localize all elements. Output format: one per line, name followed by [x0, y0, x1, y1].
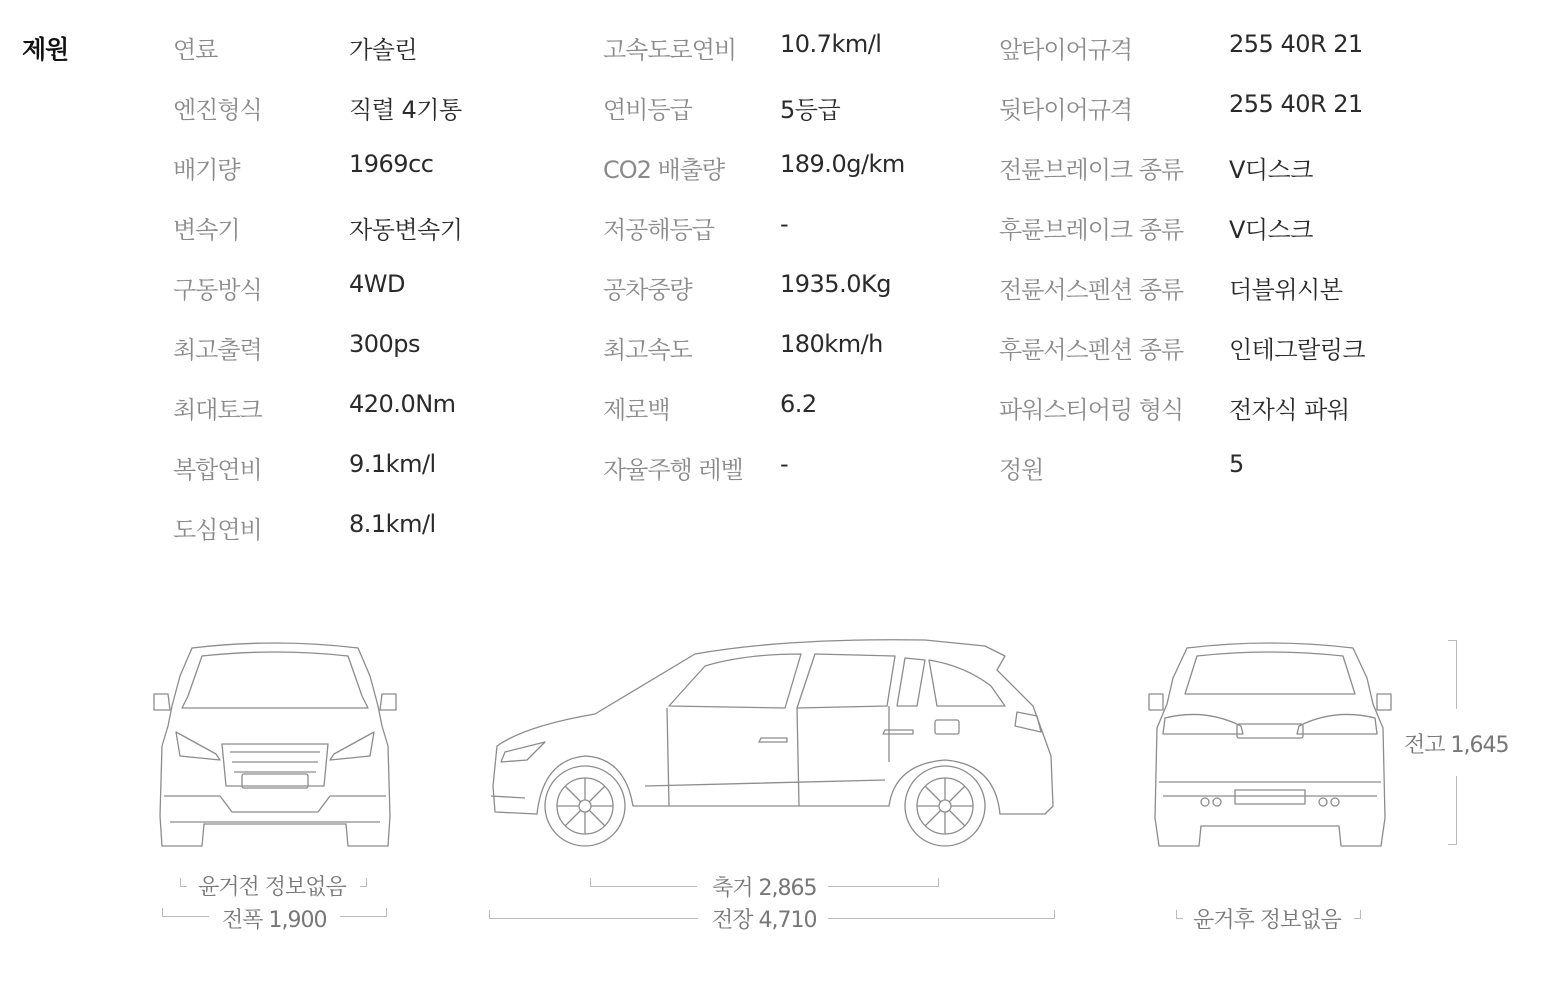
spec-label: 전륜서스펜션 종류 — [999, 276, 1184, 304]
spec-row-autonomy-level — [603, 450, 905, 510]
length-line-left — [489, 910, 698, 919]
spec-value: 인테그랄링크 — [1229, 336, 1366, 364]
spec-value: 1969cc — [349, 150, 434, 178]
wheelbase-label: 축거 2,865 — [712, 876, 817, 901]
length-line-right — [828, 910, 1055, 919]
spec-row-power-steering — [999, 390, 1365, 450]
spec-row-displacement — [173, 150, 462, 210]
spec-value: 직렬 4기통 — [349, 96, 462, 124]
spec-row-front-tire — [999, 30, 1365, 90]
spec-column-2 — [603, 30, 905, 510]
spec-label: 최대토크 — [173, 396, 262, 424]
spec-row-seating-capacity — [999, 450, 1365, 510]
spec-value: 가솔린 — [349, 36, 418, 64]
front-tread-bracket-right — [360, 878, 367, 887]
length-label: 전장 4,710 — [712, 908, 817, 933]
spec-value: 더블위시본 — [1229, 276, 1343, 304]
spec-row-curb-weight — [603, 270, 905, 330]
spec-row-combined-efficiency — [173, 450, 462, 510]
spec-label: 뒷타이어규격 — [999, 96, 1133, 124]
height-label: 전고 1,645 — [1404, 733, 1509, 758]
spec-value: 189.0g/km — [780, 150, 905, 178]
spec-row-front-brake — [999, 150, 1365, 210]
section-title: 제원 — [22, 35, 69, 64]
spec-value: 5등급 — [780, 96, 841, 124]
spec-label: 복합연비 — [173, 456, 262, 484]
rear-tread-label: 윤거후 정보없음 — [1193, 908, 1341, 933]
spec-value: V디스크 — [1229, 156, 1313, 184]
spec-value: 4WD — [349, 270, 405, 298]
spec-label: 엔진형식 — [173, 96, 262, 124]
spec-value: 255 40R 21 — [1229, 30, 1363, 58]
rear-tread-bracket-left — [1176, 910, 1183, 919]
width-label: 전폭 1,900 — [222, 908, 327, 933]
spec-label: 저공해등급 — [603, 216, 714, 244]
width-line-right — [340, 908, 387, 917]
spec-row-transmission — [173, 210, 462, 270]
spec-label: 정원 — [999, 456, 1044, 484]
spec-value: 10.7km/l — [780, 30, 882, 58]
spec-value: 전자식 파워 — [1229, 396, 1350, 424]
spec-value: - — [780, 210, 789, 238]
spec-label: 최고출력 — [173, 336, 262, 364]
car-front-view-icon — [150, 636, 400, 851]
dimension-diagrams — [0, 600, 1550, 986]
spec-value: 300ps — [349, 330, 421, 358]
spec-value: 자동변속기 — [349, 216, 463, 244]
spec-label: 후륜서스펜션 종류 — [999, 336, 1184, 364]
spec-row-max-torque — [173, 390, 462, 450]
spec-label: CO2 배출량 — [603, 156, 725, 184]
spec-column-3 — [999, 30, 1365, 510]
spec-row-drivetrain — [173, 270, 462, 330]
spec-row-co2 — [603, 150, 905, 210]
spec-label: 제로백 — [603, 396, 670, 424]
height-line-bottom — [1448, 776, 1457, 845]
height-line-top — [1448, 640, 1457, 709]
spec-label: 파워스티어링 형식 — [999, 396, 1184, 424]
width-line-left — [162, 908, 209, 917]
spec-value: 1935.0Kg — [780, 270, 891, 298]
rear-tread-bracket-right — [1354, 910, 1361, 919]
spec-value: 8.1km/l — [349, 510, 436, 538]
spec-row-rear-tire — [999, 90, 1365, 150]
spec-column-1 — [173, 30, 462, 570]
spec-label: 전륜브레이크 종류 — [999, 156, 1184, 184]
car-rear-view-icon — [1145, 638, 1395, 853]
wheelbase-line-left — [590, 878, 697, 887]
spec-value: - — [780, 450, 789, 478]
spec-row-top-speed — [603, 330, 905, 390]
spec-row-front-suspension — [999, 270, 1365, 330]
spec-row-city-efficiency — [173, 510, 462, 570]
spec-value: 180km/h — [780, 330, 883, 358]
spec-row-rear-suspension — [999, 330, 1365, 390]
spec-row-highway-efficiency — [603, 30, 905, 90]
spec-label: 도심연비 — [173, 516, 262, 544]
spec-row-rear-brake — [999, 210, 1365, 270]
spec-label: 연료 — [173, 36, 218, 64]
spec-value: V디스크 — [1229, 216, 1313, 244]
spec-value: 255 40R 21 — [1229, 90, 1363, 118]
front-tread-bracket-left — [180, 878, 187, 887]
spec-row-max-power — [173, 330, 462, 390]
spec-row-low-emission-grade — [603, 210, 905, 270]
spec-label: 앞타이어규격 — [999, 36, 1133, 64]
spec-label: 배기량 — [173, 156, 240, 184]
spec-value: 9.1km/l — [349, 450, 436, 478]
spec-row-engine-type — [173, 90, 462, 150]
spec-label: 연비등급 — [603, 96, 692, 124]
spec-row-zero-to-hundred — [603, 390, 905, 450]
spec-value: 5 — [1229, 450, 1244, 478]
front-tread-label: 윤거전 정보없음 — [198, 875, 346, 900]
spec-label: 구동방식 — [173, 276, 262, 304]
spec-label: 후륜브레이크 종류 — [999, 216, 1184, 244]
spec-label: 변속기 — [173, 216, 240, 244]
spec-value: 420.0Nm — [349, 390, 456, 418]
spec-label: 자율주행 레벨 — [603, 456, 743, 484]
spec-label: 최고속도 — [603, 336, 692, 364]
spec-value: 6.2 — [780, 390, 817, 418]
spec-row-fuel — [173, 30, 462, 90]
spec-row-efficiency-grade — [603, 90, 905, 150]
spec-label: 공차중량 — [603, 276, 692, 304]
wheelbase-line-right — [828, 878, 939, 887]
spec-label: 고속도로연비 — [603, 36, 737, 64]
car-side-view-icon — [485, 636, 1060, 851]
